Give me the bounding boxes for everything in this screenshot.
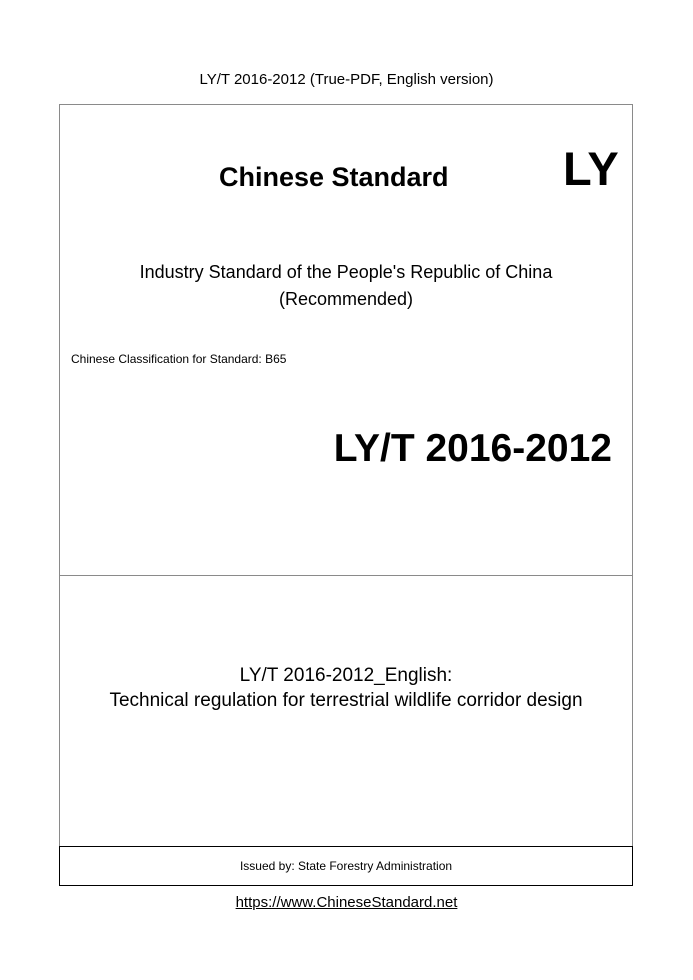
footer	[0, 893, 693, 913]
industry-line-2: (Recommended)	[278, 289, 414, 309]
cover-top-panel	[60, 105, 632, 576]
issuer-box	[59, 846, 633, 886]
standard-number: LY/T 2016-2012	[333, 427, 612, 470]
standard-title	[60, 663, 632, 713]
website-link[interactable]: https://www.ChineseStandard.net	[235, 894, 458, 911]
standard-code: LY	[563, 142, 619, 195]
industry-standard-text	[60, 259, 632, 313]
title-line-1: LY/T 2016-2012_English:	[239, 665, 453, 686]
standard-label: Chinese Standard	[219, 162, 449, 192]
title-line-2: Technical regulation for terrestrial wildlife corridor design	[109, 690, 583, 711]
issuer-text: Issued by: State Forestry Administration	[239, 859, 453, 873]
document-header: LY/T 2016-2012 (True-PDF, English version)	[199, 71, 494, 88]
industry-line-1: Industry Standard of the People's Republic of China	[139, 262, 553, 282]
cover-frame	[59, 104, 633, 886]
classification-text: Chinese Classification for Standard: B65	[71, 352, 287, 366]
